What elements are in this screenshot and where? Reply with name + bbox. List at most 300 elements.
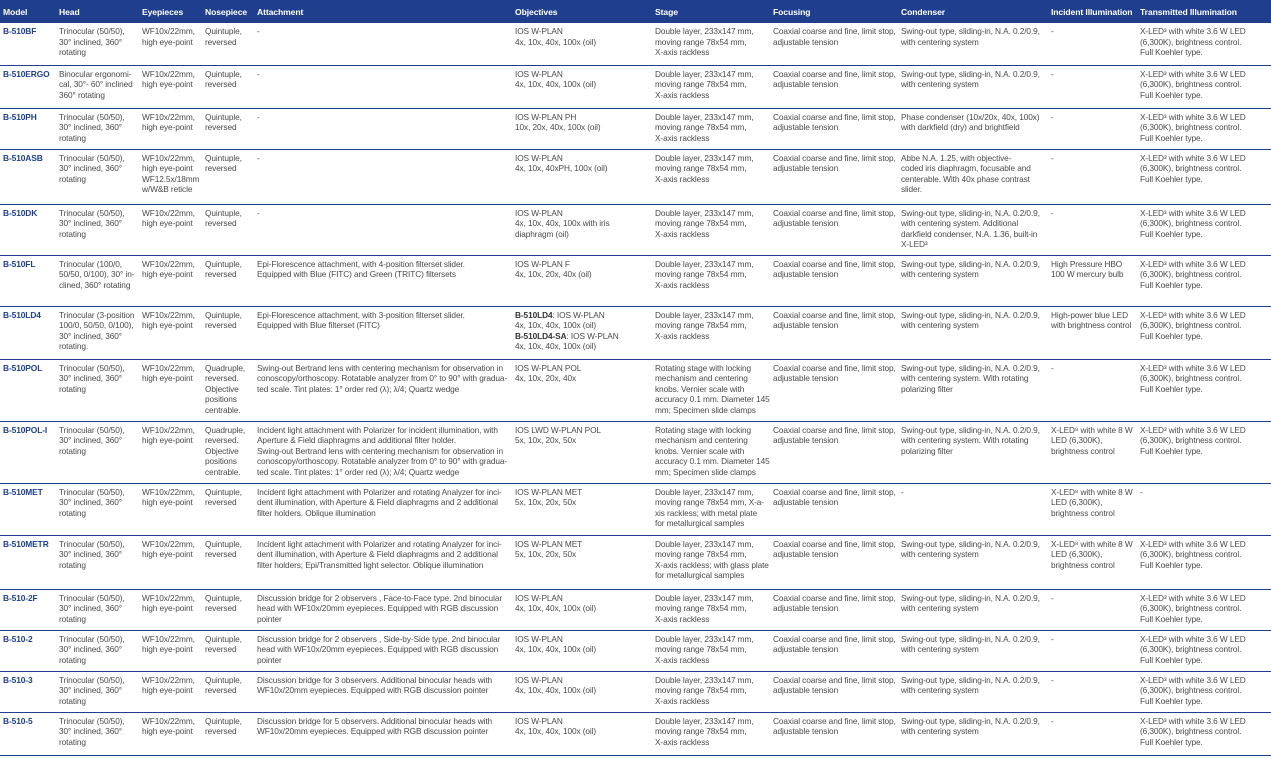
cell-line: Equipped with Blue (FITC) and Green (TRITC) filtersets xyxy=(257,269,456,280)
cell-line: - xyxy=(901,486,904,497)
cell-line: Rotating stage with locking xyxy=(655,362,751,373)
cell-model: B-510LD4 xyxy=(0,306,56,359)
cell-line: LED (6,300K), xyxy=(1051,497,1103,508)
cell-line: - xyxy=(1051,715,1054,726)
cell-line: polarizing filter xyxy=(901,445,953,456)
cell-line: brightness control xyxy=(1051,445,1115,456)
cell-line: conoscopy/orthoscopy. Rotatable analyzer from 0° to 90° with gradua- xyxy=(257,456,508,467)
cell-line: moving range 78x54 mm, xyxy=(655,36,747,47)
cell-line: dent illumination, with Aperture & Field diaphragms and 2 additional xyxy=(257,549,498,560)
cell-line: reversed. xyxy=(205,435,239,446)
cell-line: X-LED³ xyxy=(901,239,928,250)
cell-head xyxy=(56,149,139,204)
cell-incident-illumination xyxy=(1048,149,1137,204)
cell-line: (6,300K), brightness control. xyxy=(1140,549,1242,560)
cell-head xyxy=(56,204,139,255)
cell-line: with centering system xyxy=(901,79,979,90)
cell-line: 50/50, 0/100), 30° in- xyxy=(59,269,135,280)
cell-line: Epi-Florescence attachment, with 3-position filterset slider. xyxy=(257,309,465,320)
cell-line: reversed xyxy=(205,163,237,174)
cell-line: Phase condenser (10x/20x, 40x, 100x) xyxy=(901,111,1040,122)
cell-line xyxy=(515,331,650,342)
cell-line: - xyxy=(1051,207,1054,218)
cell-line: rotating xyxy=(59,173,86,184)
cell-line: high eye-point xyxy=(142,435,193,446)
cell-focusing xyxy=(770,306,898,359)
cell-line: X-axis rackless xyxy=(655,89,710,100)
cell-line: 4x, 10x, 40x, 100x with iris xyxy=(515,218,610,229)
cell-condenser xyxy=(898,359,1048,421)
table-row xyxy=(0,589,1271,630)
cell-line: WF10x/22mm, xyxy=(142,674,195,685)
cell-line: adjustable tension xyxy=(773,644,839,655)
cell-nosepiece xyxy=(202,589,254,630)
cell-line: reversed xyxy=(205,36,237,47)
cell-line xyxy=(515,310,650,321)
cell-incident-illumination xyxy=(1048,65,1137,108)
cell-line: knobs. Vernier scale with xyxy=(655,383,745,394)
cell-line: positions xyxy=(205,394,237,405)
cell-line: rotating xyxy=(59,507,86,518)
cell-line: X-LED³ with white 3.6 W LED xyxy=(1140,674,1246,685)
cell-line: X-axis rackless xyxy=(655,173,710,184)
cell-line: mm; Specimen slide clamps xyxy=(655,466,756,477)
cell-line: high eye-point xyxy=(142,320,193,331)
cell-line: X-LED³ with white 3.6 W LED xyxy=(1140,111,1246,122)
cell-line: (6,300K), brightness control. xyxy=(1140,122,1242,133)
table-header xyxy=(0,0,1271,23)
cell-objectives xyxy=(512,712,652,755)
cell-incident-illumination xyxy=(1048,589,1137,630)
cell-line: Incident light attachment with Polarizer for incident illumination, with xyxy=(257,424,498,435)
cell-transmitted-illumination xyxy=(1137,630,1271,671)
cell-condenser xyxy=(898,630,1048,671)
cell-line: IOS W-PLAN xyxy=(515,68,563,79)
cell-line: rotating xyxy=(59,445,86,456)
cell-transmitted-illumination xyxy=(1137,65,1271,108)
cell-line: high eye-point xyxy=(142,36,193,47)
cell-line: Quintuple, xyxy=(205,538,242,549)
cell-stage xyxy=(652,149,770,204)
col-header-incident-illumination: Incident Illumination xyxy=(1048,0,1137,23)
cell-line: Double layer, 233x147 mm, xyxy=(655,309,754,320)
cell-line: adjustable tension xyxy=(773,603,839,614)
table-row xyxy=(0,712,1271,755)
cell-line: Quintuple, xyxy=(205,715,242,726)
cell-line: with centering system xyxy=(901,685,979,696)
table-row xyxy=(0,535,1271,589)
cell-line: IOS W-PLAN xyxy=(515,715,563,726)
cell-line: reversed xyxy=(205,603,237,614)
cell-focusing xyxy=(770,630,898,671)
cell-stage xyxy=(652,65,770,108)
cell-line: reversed xyxy=(205,685,237,696)
cell-line: IOS W-PLAN xyxy=(515,152,563,163)
cell-objectives xyxy=(512,589,652,630)
cell-line: Full Koehler type. xyxy=(1140,132,1203,143)
col-header-head: Head xyxy=(56,0,139,23)
cell-line: Quintuple, xyxy=(205,258,242,269)
cell-line: ted scale. Tint plates: 1° order red (λ); λ/4; Quartz wedge xyxy=(257,466,460,477)
cell-line: high eye-point xyxy=(142,269,193,280)
cell-line: with brightness control xyxy=(1051,320,1132,331)
table-row xyxy=(0,149,1271,204)
cell-line: WF10x/22mm, xyxy=(142,592,195,603)
cell-line: 4x, 10x, 40x, 100x (oil) xyxy=(515,320,597,331)
col-header-objectives: Objectives xyxy=(512,0,652,23)
cell-line: - xyxy=(1051,68,1054,79)
cell-line: - xyxy=(1140,486,1143,497)
cell-line: Full Koehler type. xyxy=(1140,445,1203,456)
cell-transmitted-illumination xyxy=(1137,149,1271,204)
cell-nosepiece xyxy=(202,483,254,535)
cell-line: X-LED³ with white 3.6 W LED xyxy=(1140,309,1246,320)
table-row xyxy=(0,108,1271,149)
cell-line: reversed xyxy=(205,549,237,560)
table-body xyxy=(0,23,1271,755)
cell-line: 30° inclined, 360° xyxy=(59,644,122,655)
cell-line: high eye-point xyxy=(142,122,193,133)
cell-focusing xyxy=(770,23,898,65)
cell-stage xyxy=(652,483,770,535)
cell-line: high eye-point xyxy=(142,603,193,614)
cell-line: 30° inclined, 360° xyxy=(59,549,122,560)
cell-objectives xyxy=(512,204,652,255)
cell-nosepiece xyxy=(202,204,254,255)
cell-line: Double layer, 233x147 mm, xyxy=(655,68,754,79)
cell-line: accuracy 0.1 mm. Diameter 145 xyxy=(655,394,770,405)
cell-line: Swing-out type, sliding-in, N.A. 0.2/0.9, xyxy=(901,309,1040,320)
cell-line: brightness control xyxy=(1051,507,1115,518)
cell-line: IOS W-PLAN POL xyxy=(515,362,582,373)
cell-eyepieces xyxy=(139,359,202,421)
cell-line: Coaxial coarse and fine, limit stop, xyxy=(773,26,896,36)
cell-attachment xyxy=(254,149,512,204)
cell-line: Swing-out type, sliding-in, N.A. 0.2/0.9, xyxy=(901,592,1040,603)
cell-line: Quadruple, xyxy=(205,424,246,435)
cell-line: Objective xyxy=(205,445,239,456)
cell-line: 30° inclined, 360° xyxy=(59,497,122,508)
cell-incident-illumination xyxy=(1048,306,1137,359)
cell-focusing xyxy=(770,483,898,535)
cell-incident-illumination xyxy=(1048,255,1137,306)
cell-line: darkfield condenser, N.A. 1.36, built-in xyxy=(901,228,1038,239)
cell-eyepieces xyxy=(139,671,202,712)
cell-line: Double layer, 233x147 mm, xyxy=(655,152,754,163)
cell-line: reversed. xyxy=(205,373,239,384)
cell-line: X-LED³ with white 3.6 W LED xyxy=(1140,592,1246,603)
cell-nosepiece xyxy=(202,149,254,204)
cell-line: Coaxial coarse and fine, limit stop, xyxy=(773,309,896,320)
cell-line: X-LED³ with white 3.6 W LED xyxy=(1140,362,1246,373)
cell-line: Swing-out type, sliding-in, N.A. 0.2/0.9, xyxy=(901,26,1040,36)
cell-line: X-axis rackless xyxy=(655,736,710,747)
cell-line: Quintuple, xyxy=(205,111,242,122)
cell-line: WF10x/20mm eyepieces. Equipped with RGB discussion pointer xyxy=(257,685,489,696)
cell-incident-illumination xyxy=(1048,535,1137,589)
cell-line: 30° inclined, 360° xyxy=(59,726,122,737)
cell-line: X-axis rackless xyxy=(655,228,710,239)
col-header-transmitted-illumination: Transmitted Illumination xyxy=(1137,0,1271,23)
cell-eyepieces xyxy=(139,204,202,255)
cell-line: Trinocular (50/50), xyxy=(59,26,125,36)
cell-line: Discussion bridge for 5 observers. Additional binocular heads with xyxy=(257,715,493,726)
cell-line: moving range 78x54 mm, xyxy=(655,218,747,229)
cell-line: Abbe N.A. 1.25, with objective- xyxy=(901,152,1012,163)
cell-line: reversed xyxy=(205,218,237,229)
cell-line: WF10x/22mm, xyxy=(142,258,195,269)
cell-line: accuracy 0.1 mm. Diameter 145 xyxy=(655,456,770,467)
cell-line: WF10x/22mm, xyxy=(142,424,195,435)
cell-line: WF10x/20mm eyepieces. Equipped with RGB discussion pointer xyxy=(257,726,489,737)
table-row xyxy=(0,421,1271,483)
cell-line: adjustable tension xyxy=(773,373,839,384)
cell-attachment xyxy=(254,65,512,108)
cell-line: centrable. xyxy=(205,466,241,477)
cell-line: WF10x/22mm, xyxy=(142,207,195,218)
cell-transmitted-illumination xyxy=(1137,589,1271,630)
cell-line: Binocular ergonomi- xyxy=(59,68,132,79)
cell-stage xyxy=(652,204,770,255)
cell-line: mechanism and centering xyxy=(655,373,748,384)
cell-line: WF10x/22mm, xyxy=(142,152,195,163)
cell-nosepiece xyxy=(202,535,254,589)
cell-model: B-510ERGO xyxy=(0,65,56,108)
cell-condenser xyxy=(898,204,1048,255)
cell-line: X-axis rackless xyxy=(655,132,710,143)
cell-line: adjustable tension xyxy=(773,726,839,737)
cell-line-bold: B-510LD4 xyxy=(515,309,553,320)
cell-line: 100/0, 50/50, 0/100), xyxy=(59,320,134,331)
cell-line: moving range 78x54 mm, xyxy=(655,685,747,696)
cell-model: B-510-2F xyxy=(0,589,56,630)
col-header-stage: Stage xyxy=(652,0,770,23)
cell-focusing xyxy=(770,671,898,712)
cell-line: X-LED⁸ with white 8 W xyxy=(1051,424,1133,435)
cell-line: reversed xyxy=(205,122,237,133)
cell-objectives xyxy=(512,671,652,712)
cell-line: adjustable tension xyxy=(773,435,839,446)
cell-line: Swing-out type, sliding-in, N.A. 0.2/0.9, xyxy=(901,207,1040,218)
cell-line: with centering system xyxy=(901,549,979,560)
cell-line: with centering system xyxy=(901,269,979,280)
cell-eyepieces xyxy=(139,23,202,65)
cell-line: IOS W-PLAN xyxy=(515,207,563,218)
cell-attachment xyxy=(254,359,512,421)
cell-attachment xyxy=(254,204,512,255)
cell-line: high eye-point xyxy=(142,373,193,384)
cell-eyepieces xyxy=(139,255,202,306)
cell-line: IOS W-PLAN F xyxy=(515,258,570,269)
cell-model: B-510-3 xyxy=(0,671,56,712)
cell-line: rotating xyxy=(59,228,86,239)
cell-line: coded iris diaphragm, focusable and xyxy=(901,163,1031,174)
cell-focusing xyxy=(770,589,898,630)
cell-line: Coaxial coarse and fine, limit stop, xyxy=(773,715,896,726)
cell-line: 30° inclined, 360° xyxy=(59,218,122,229)
cell-line: 4x, 10x, 40x, 100x (oil) xyxy=(515,79,597,90)
cell-line: high eye-point xyxy=(142,497,193,508)
cell-line: WF12.5x/18mm xyxy=(142,173,200,184)
cell-line: Double layer, 233x147 mm, xyxy=(655,26,754,36)
cell-line: 5x, 10x, 20x, 50x xyxy=(515,435,577,446)
cell-line: Double layer, 233x147 mm, xyxy=(655,207,754,218)
table-row xyxy=(0,65,1271,108)
cell-nosepiece xyxy=(202,421,254,483)
col-header-model: Model xyxy=(0,0,56,23)
cell-line: Coaxial coarse and fine, limit stop, xyxy=(773,674,896,685)
cell-line: IOS W-PLAN MET xyxy=(515,538,583,549)
cell-line: rotating xyxy=(59,559,86,570)
cell-line: Full Koehler type. xyxy=(1140,330,1203,341)
cell-model: B-510POL-I xyxy=(0,421,56,483)
cell-line: 4x, 10x, 20x, 40x xyxy=(515,373,577,384)
cell-line: head with WF10x/20mm eyepieces. Equipped with RGB discussion xyxy=(257,644,499,655)
cell-nosepiece xyxy=(202,712,254,755)
cell-model: B-510-2 xyxy=(0,630,56,671)
cell-line: Double layer, 233x147 mm, xyxy=(655,674,754,685)
cell-line: (6,300K), brightness control. xyxy=(1140,644,1242,655)
cell-line: 360° rotating xyxy=(59,89,105,100)
cell-line: Double layer, 233x147 mm, xyxy=(655,486,754,497)
cell-line: reversed xyxy=(205,320,237,331)
cell-focusing xyxy=(770,712,898,755)
cell-line: Double layer, 233x147 mm, xyxy=(655,592,754,603)
cell-line: (6,300K), brightness control. xyxy=(1140,36,1242,47)
cell-eyepieces xyxy=(139,108,202,149)
cell-focusing xyxy=(770,535,898,589)
cell-line: 5x, 10x, 20x, 50x xyxy=(515,497,577,508)
cell-head xyxy=(56,23,139,65)
cell-nosepiece xyxy=(202,65,254,108)
cell-line: slider. xyxy=(901,184,922,195)
cell-line: WF10x/22mm, xyxy=(142,26,195,36)
cell-line: Trinocular (50/50), xyxy=(59,674,125,685)
cell-transmitted-illumination xyxy=(1137,421,1271,483)
cell-line: adjustable tension xyxy=(773,163,839,174)
col-header-condenser: Condenser xyxy=(898,0,1048,23)
cell-line: rotating xyxy=(59,47,86,58)
cell-line: (6,300K), brightness control. xyxy=(1140,373,1242,384)
cell-line: Trinocular (100/0, xyxy=(59,258,122,269)
cell-nosepiece xyxy=(202,359,254,421)
table-row xyxy=(0,23,1271,65)
cell-line: 30° inclined, 360° xyxy=(59,122,122,133)
cell-line: IOS W-PLAN xyxy=(515,26,563,36)
table-row xyxy=(0,204,1271,255)
cell-transmitted-illumination xyxy=(1137,671,1271,712)
cell-line: knobs. Vernier scale with xyxy=(655,445,745,456)
cell-stage xyxy=(652,23,770,65)
cell-line: X-LED³ with white 3.6 W LED xyxy=(1140,258,1246,269)
cell-line: mm; Specimen slide clamps xyxy=(655,404,756,415)
cell-nosepiece xyxy=(202,23,254,65)
cell-head xyxy=(56,108,139,149)
cell-line: Trinocular (50/50), xyxy=(59,633,125,644)
cell-line: Swing-out Bertrand lens with centering mechanism for observation in xyxy=(257,362,504,373)
cell-line: WF10x/22mm, xyxy=(142,633,195,644)
cell-line: Epi-Florescence attachment, with 4-position filterset slider. xyxy=(257,258,465,269)
cell-line: high eye-point xyxy=(142,79,193,90)
cell-eyepieces xyxy=(139,306,202,359)
cell-line: Coaxial coarse and fine, limit stop, xyxy=(773,207,896,218)
cell-line: Quintuple, xyxy=(205,592,242,603)
cell-eyepieces xyxy=(139,421,202,483)
col-header-focusing: Focusing xyxy=(770,0,898,23)
cell-line-bold: B-510LD4-SA xyxy=(515,330,567,341)
cell-focusing xyxy=(770,204,898,255)
cell-line: 30° inclined, 360° xyxy=(59,435,122,446)
cell-line: adjustable tension xyxy=(773,122,839,133)
cell-line: 4x, 10x, 40x, 100x (oil) xyxy=(515,603,597,614)
cell-line: rotating xyxy=(59,613,86,624)
cell-line: 4x, 10x, 40x, 100x (oil) xyxy=(515,726,597,737)
cell-line: High Pressure HBO xyxy=(1051,258,1123,269)
cell-line: Quintuple, xyxy=(205,674,242,685)
cell-line: - xyxy=(257,152,260,163)
cell-incident-illumination xyxy=(1048,630,1137,671)
cell-line: - xyxy=(257,26,260,36)
cell-nosepiece xyxy=(202,306,254,359)
cell-condenser xyxy=(898,671,1048,712)
cell-line: 30° inclined, 360° xyxy=(59,163,122,174)
cell-objectives xyxy=(512,65,652,108)
cell-attachment xyxy=(254,712,512,755)
cell-line: X-axis rackless xyxy=(655,654,710,665)
cell-line: with centering system xyxy=(901,644,979,655)
cell-stage xyxy=(652,255,770,306)
cell-objectives xyxy=(512,630,652,671)
cell-line: mechanism and centering xyxy=(655,435,748,446)
cell-line: filter holders. Oblique illumination xyxy=(257,507,376,518)
cell-incident-illumination xyxy=(1048,23,1137,65)
cell-incident-illumination xyxy=(1048,671,1137,712)
cell-nosepiece xyxy=(202,630,254,671)
cell-focusing xyxy=(770,359,898,421)
cell-line: high eye-point xyxy=(142,218,193,229)
cell-head xyxy=(56,589,139,630)
cell-line: centrable. xyxy=(205,404,241,415)
cell-line: with centering system xyxy=(901,726,979,737)
cell-line: WF10x/22mm, xyxy=(142,111,195,122)
cell-condenser xyxy=(898,108,1048,149)
cell-objectives xyxy=(512,149,652,204)
cell-line: Coaxial coarse and fine, limit stop, xyxy=(773,111,896,122)
cell-line: moving range 78x54 mm, xyxy=(655,603,747,614)
cell-line: 100 W mercury bulb xyxy=(1051,269,1124,280)
cell-line: Swing-out type, sliding-in, N.A. 0.2/0.9, xyxy=(901,424,1040,435)
cell-line: - xyxy=(1051,362,1054,373)
cell-line: head with WF10x/20mm eyepieces. Equipped with RGB discussion xyxy=(257,603,499,614)
cell-transmitted-illumination xyxy=(1137,359,1271,421)
cell-line: Coaxial coarse and fine, limit stop, xyxy=(773,486,896,497)
cell-line: X-axis rackless xyxy=(655,695,710,706)
cell-stage xyxy=(652,671,770,712)
cell-condenser xyxy=(898,306,1048,359)
cell-head xyxy=(56,306,139,359)
cell-line: Double layer, 233x147 mm, xyxy=(655,633,754,644)
cell-line: for metallurgical samples xyxy=(655,518,745,529)
cell-nosepiece xyxy=(202,108,254,149)
cell-line: X-axis rackless xyxy=(655,330,710,341)
cell-line: reversed xyxy=(205,79,237,90)
cell-line: X-axis rackless xyxy=(655,279,710,290)
cell-line: w/W&B reticle xyxy=(142,184,193,195)
cell-eyepieces xyxy=(139,535,202,589)
cell-line: moving range 78x54 mm, xyxy=(655,269,747,280)
cell-line: - xyxy=(1051,152,1054,163)
cell-line: with centering system. With rotating xyxy=(901,435,1029,446)
